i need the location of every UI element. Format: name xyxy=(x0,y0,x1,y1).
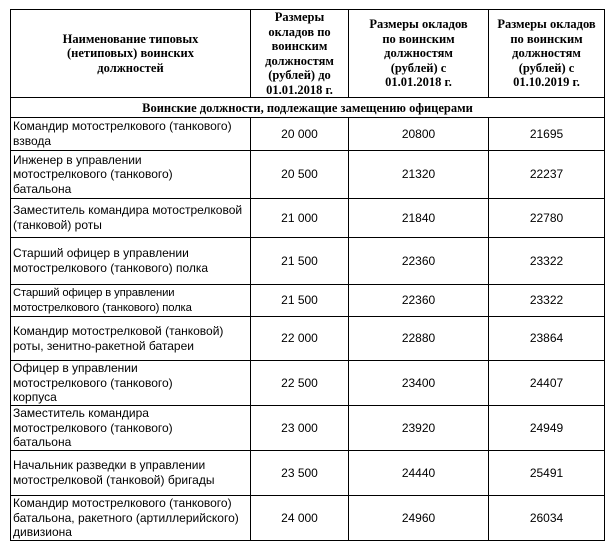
table-row xyxy=(11,451,605,496)
salary-from-2018-cell: 24960 xyxy=(349,496,489,541)
salary-before-2018-cell: 21 500 xyxy=(251,285,349,317)
section-row xyxy=(11,98,605,118)
position-cell: Командир мотострелкового (танкового) взвода xyxy=(11,118,251,151)
position-cell: Заместитель командира мотострелковой (танковой) роты xyxy=(11,199,251,238)
salary-from-2019-cell: 25491 xyxy=(489,451,605,496)
salary-before-2018-cell: 21 500 xyxy=(251,238,349,285)
salary-from-2018-cell: 23920 xyxy=(349,406,489,451)
salary-from-2019-cell: 23864 xyxy=(489,317,605,361)
table-row xyxy=(11,317,605,361)
salary-before-2018-cell: 20 500 xyxy=(251,151,349,199)
salary-before-2018-cell: 23 500 xyxy=(251,451,349,496)
salary-from-2019-cell: 21695 xyxy=(489,118,605,151)
salary-before-2018-cell: 24 000 xyxy=(251,496,349,541)
header-salary-before-2018: Размеры окладов по воинским должностям (рублей) до 01.01.2018 г. xyxy=(251,10,349,98)
position-cell: Старший офицер в управлении мотострелкового (танкового) полка xyxy=(11,285,251,317)
position-cell: Командир мотострелковой (танковой) роты, зенитно-ракетной батареи xyxy=(11,317,251,361)
salary-from-2019-cell: 26034 xyxy=(489,496,605,541)
salary-before-2018-cell: 22 000 xyxy=(251,317,349,361)
table-row xyxy=(11,238,605,285)
table-row xyxy=(11,361,605,406)
salary-from-2019-cell: 24407 xyxy=(489,361,605,406)
position-cell: Заместитель командира мотострелкового (танкового) батальона xyxy=(11,406,251,451)
position-cell: Старший офицер в управлении мотострелкового (танкового) полка xyxy=(11,238,251,285)
salary-from-2019-cell: 23322 xyxy=(489,285,605,317)
salary-before-2018-cell: 20 000 xyxy=(251,118,349,151)
table-row xyxy=(11,406,605,451)
position-cell: Инженер в управлении мотострелкового (танкового) батальона xyxy=(11,151,251,199)
position-cell: Командир мотострелкового (танкового) батальона, ракетного (артиллерийского) дивизиона xyxy=(11,496,251,541)
salary-from-2018-cell: 22360 xyxy=(349,238,489,285)
salary-from-2018-cell: 23400 xyxy=(349,361,489,406)
salary-from-2018-cell: 21320 xyxy=(349,151,489,199)
salary-from-2018-cell: 20800 xyxy=(349,118,489,151)
salary-from-2019-cell: 24949 xyxy=(489,406,605,451)
header-salary-from-2018: Размеры окладов по воинским должностям (рублей) с 01.01.2018 г. xyxy=(349,10,489,98)
salary-from-2019-cell: 23322 xyxy=(489,238,605,285)
salary-before-2018-cell: 23 000 xyxy=(251,406,349,451)
salary-from-2018-cell: 22360 xyxy=(349,285,489,317)
header-position: Наименование типовых (нетиповых) воинских должностей xyxy=(11,10,251,98)
table-row xyxy=(11,496,605,541)
table-row xyxy=(11,199,605,238)
salary-from-2019-cell: 22780 xyxy=(489,199,605,238)
table-row xyxy=(11,151,605,199)
section-title: Воинские должности, подлежащие замещению офицерами xyxy=(11,98,605,118)
salary-from-2018-cell: 24440 xyxy=(349,451,489,496)
table-row xyxy=(11,118,605,151)
position-cell: Начальник разведки в управлении мотострелковой (танковой) бригады xyxy=(11,451,251,496)
salary-before-2018-cell: 22 500 xyxy=(251,361,349,406)
position-cell: Офицер в управлении мотострелкового (танкового) корпуса xyxy=(11,361,251,406)
header-salary-from-2019: Размеры окладов по воинским должностям (рублей) с 01.10.2019 г. xyxy=(489,10,605,98)
salary-from-2018-cell: 22880 xyxy=(349,317,489,361)
salary-from-2018-cell: 21840 xyxy=(349,199,489,238)
salary-before-2018-cell: 21 000 xyxy=(251,199,349,238)
salary-from-2019-cell: 22237 xyxy=(489,151,605,199)
header-row xyxy=(11,10,605,98)
table-row xyxy=(11,285,605,317)
salary-table xyxy=(10,9,605,541)
